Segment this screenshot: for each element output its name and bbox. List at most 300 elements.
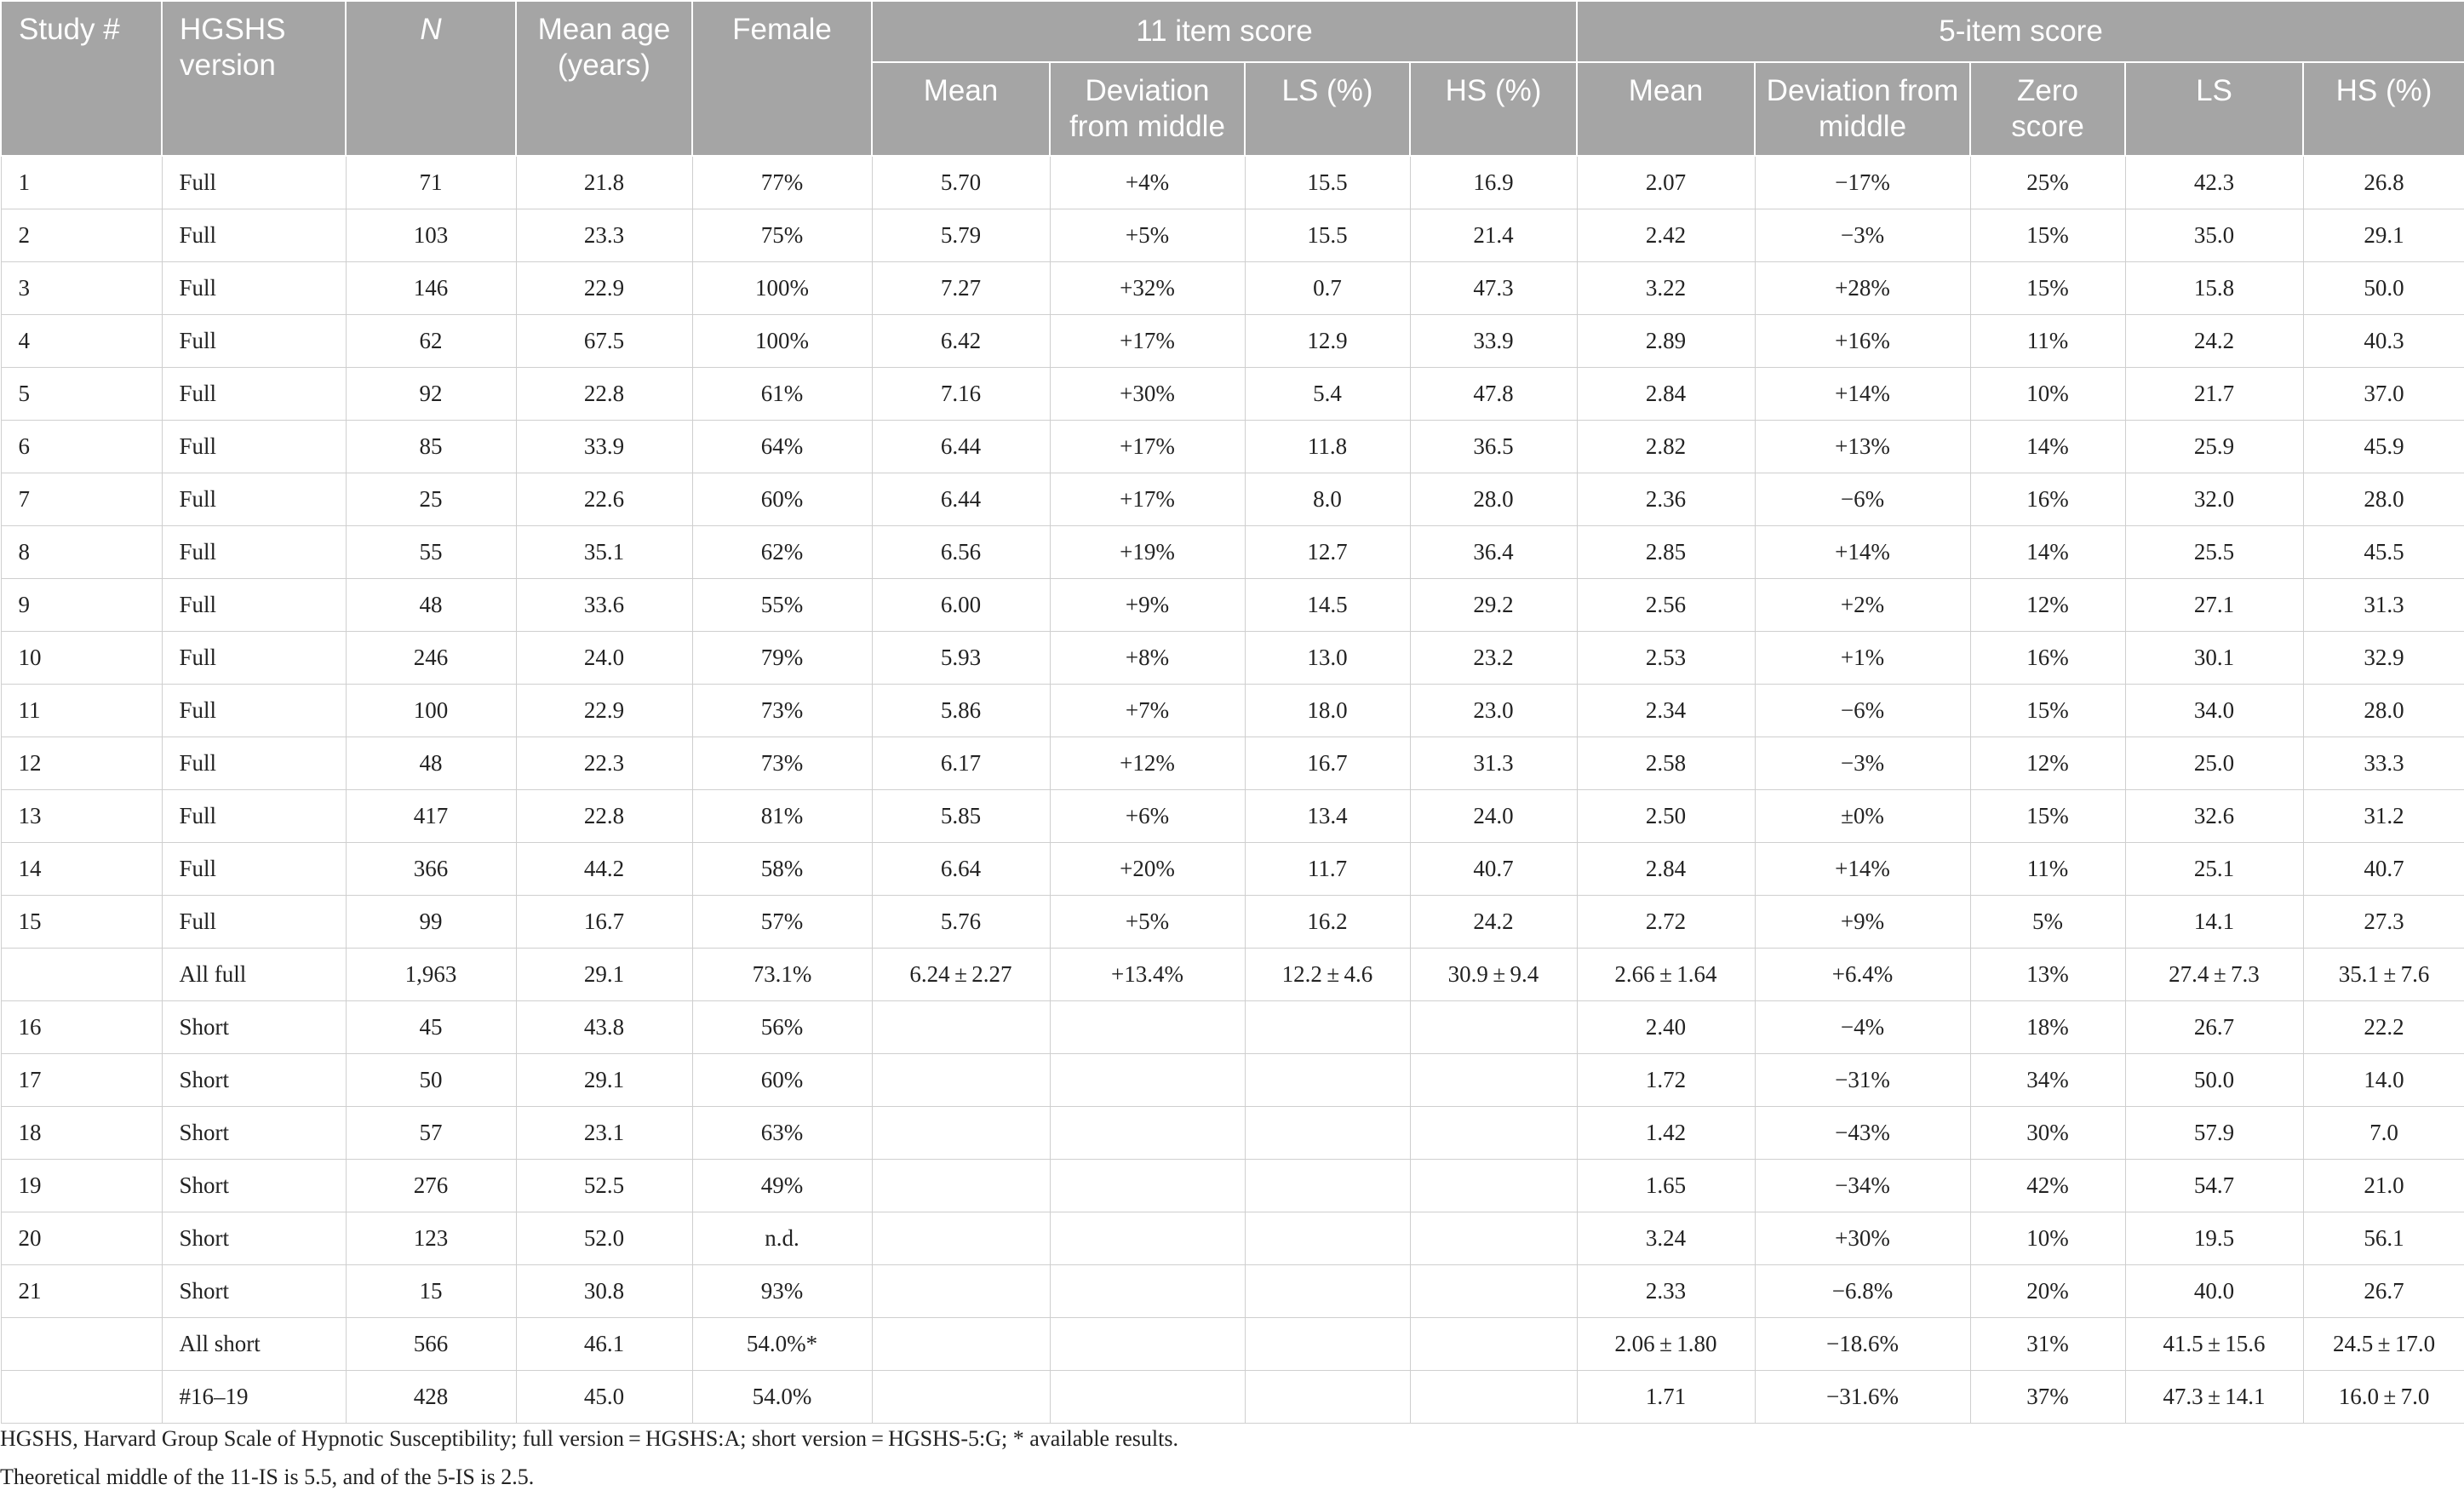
- header-study: Study #: [1, 1, 162, 156]
- cell-n: 55: [346, 525, 516, 578]
- cell-5-mean: 2.56: [1577, 578, 1755, 631]
- cell-5-deviation: −6%: [1755, 473, 1970, 525]
- cell-5-mean: 3.24: [1577, 1212, 1755, 1264]
- cell-5-ls: 21.7: [2125, 367, 2303, 420]
- cell-5-hs: 28.0: [2303, 473, 2464, 525]
- cell-5-hs: 14.0: [2303, 1053, 2464, 1106]
- cell-n: 276: [346, 1159, 516, 1212]
- cell-5-mean: 2.58: [1577, 737, 1755, 789]
- header-row-top: [1, 1, 2464, 62]
- cell-11-deviation: [1050, 1106, 1245, 1159]
- cell-study: 15: [1, 895, 162, 948]
- table-row: [1, 1106, 2464, 1159]
- cell-5-hs: 35.1 ± 7.6: [2303, 948, 2464, 1000]
- cell-11-deviation: [1050, 1053, 1245, 1106]
- header-5-ls: LS: [2125, 62, 2303, 156]
- cell-5-mean: 2.40: [1577, 1000, 1755, 1053]
- header-group-5-item: 5-item score: [1577, 1, 2464, 62]
- cell-mean-age: 21.8: [516, 156, 692, 209]
- cell-mean-age: 29.1: [516, 1053, 692, 1106]
- cell-study: 20: [1, 1212, 162, 1264]
- cell-5-mean: 3.22: [1577, 261, 1755, 314]
- cell-11-hs: 28.0: [1410, 473, 1577, 525]
- cell-study: 18: [1, 1106, 162, 1159]
- cell-5-deviation: +9%: [1755, 895, 1970, 948]
- cell-n: 45: [346, 1000, 516, 1053]
- cell-study: 4: [1, 314, 162, 367]
- cell-5-deviation: −31.6%: [1755, 1370, 1970, 1423]
- cell-5-hs: 22.2: [2303, 1000, 2464, 1053]
- cell-study: 5: [1, 367, 162, 420]
- cell-female: 73%: [692, 684, 872, 737]
- cell-11-ls: [1245, 1317, 1410, 1370]
- cell-11-mean: [872, 1053, 1050, 1106]
- cell-mean-age: 30.8: [516, 1264, 692, 1317]
- cell-5-zero-score: 25%: [1970, 156, 2125, 209]
- cell-version: Full: [162, 209, 346, 261]
- cell-female: 77%: [692, 156, 872, 209]
- cell-11-ls: 12.9: [1245, 314, 1410, 367]
- header-11-mean: Mean: [872, 62, 1050, 156]
- cell-5-mean: 2.50: [1577, 789, 1755, 842]
- cell-11-hs: [1410, 1370, 1577, 1423]
- cell-11-mean: 5.85: [872, 789, 1050, 842]
- cell-5-mean: 2.72: [1577, 895, 1755, 948]
- table-footnotes: [0, 1419, 1178, 1496]
- cell-11-deviation: +4%: [1050, 156, 1245, 209]
- cell-5-ls: 35.0: [2125, 209, 2303, 261]
- cell-version: Full: [162, 314, 346, 367]
- cell-n: 428: [346, 1370, 516, 1423]
- cell-study: 1: [1, 156, 162, 209]
- cell-11-mean: 5.76: [872, 895, 1050, 948]
- cell-11-mean: 5.79: [872, 209, 1050, 261]
- cell-5-hs: 16.0 ± 7.0: [2303, 1370, 2464, 1423]
- cell-mean-age: 43.8: [516, 1000, 692, 1053]
- table-row: [1, 209, 2464, 261]
- cell-5-ls: 26.7: [2125, 1000, 2303, 1053]
- cell-5-deviation: −6%: [1755, 684, 1970, 737]
- cell-5-zero-score: 30%: [1970, 1106, 2125, 1159]
- cell-5-mean: 2.42: [1577, 209, 1755, 261]
- cell-5-mean: 2.34: [1577, 684, 1755, 737]
- cell-n: 71: [346, 156, 516, 209]
- cell-version: Full: [162, 789, 346, 842]
- cell-5-hs: 29.1: [2303, 209, 2464, 261]
- cell-n: 246: [346, 631, 516, 684]
- table-row: [1, 1317, 2464, 1370]
- cell-11-hs: [1410, 1106, 1577, 1159]
- cell-5-zero-score: 10%: [1970, 367, 2125, 420]
- cell-5-zero-score: 14%: [1970, 525, 2125, 578]
- cell-female: 64%: [692, 420, 872, 473]
- header-version: HGSHS version: [162, 1, 346, 156]
- cell-11-deviation: [1050, 1370, 1245, 1423]
- cell-11-ls: 12.2 ± 4.6: [1245, 948, 1410, 1000]
- cell-version: Short: [162, 1264, 346, 1317]
- cell-5-deviation: −34%: [1755, 1159, 1970, 1212]
- cell-11-deviation: [1050, 1000, 1245, 1053]
- cell-5-zero-score: 12%: [1970, 578, 2125, 631]
- cell-mean-age: 16.7: [516, 895, 692, 948]
- header-n: N: [346, 1, 516, 156]
- cell-5-mean: 2.06 ± 1.80: [1577, 1317, 1755, 1370]
- cell-female: 55%: [692, 578, 872, 631]
- cell-female: 79%: [692, 631, 872, 684]
- cell-female: 58%: [692, 842, 872, 895]
- cell-5-hs: 33.3: [2303, 737, 2464, 789]
- cell-5-mean: 1.71: [1577, 1370, 1755, 1423]
- cell-version: Full: [162, 156, 346, 209]
- cell-11-ls: [1245, 1053, 1410, 1106]
- cell-5-zero-score: 20%: [1970, 1264, 2125, 1317]
- cell-11-ls: [1245, 1264, 1410, 1317]
- cell-5-ls: 14.1: [2125, 895, 2303, 948]
- cell-5-deviation: −6.8%: [1755, 1264, 1970, 1317]
- cell-11-deviation: +5%: [1050, 209, 1245, 261]
- cell-11-mean: 5.70: [872, 156, 1050, 209]
- header-5-zero-score: Zero score: [1970, 62, 2125, 156]
- cell-5-ls: 24.2: [2125, 314, 2303, 367]
- cell-5-zero-score: 14%: [1970, 420, 2125, 473]
- table-row: [1, 842, 2464, 895]
- table-row: [1, 1212, 2464, 1264]
- cell-5-ls: 25.1: [2125, 842, 2303, 895]
- cell-11-deviation: +20%: [1050, 842, 1245, 895]
- cell-female: 49%: [692, 1159, 872, 1212]
- cell-11-hs: 16.9: [1410, 156, 1577, 209]
- cell-11-hs: [1410, 1212, 1577, 1264]
- cell-version: Full: [162, 473, 346, 525]
- cell-11-ls: 15.5: [1245, 209, 1410, 261]
- cell-5-hs: 56.1: [2303, 1212, 2464, 1264]
- cell-11-ls: 11.8: [1245, 420, 1410, 473]
- cell-5-hs: 7.0: [2303, 1106, 2464, 1159]
- cell-5-deviation: +1%: [1755, 631, 1970, 684]
- cell-n: 1,963: [346, 948, 516, 1000]
- cell-study: 21: [1, 1264, 162, 1317]
- cell-mean-age: 45.0: [516, 1370, 692, 1423]
- cell-5-hs: 31.2: [2303, 789, 2464, 842]
- cell-11-ls: [1245, 1370, 1410, 1423]
- cell-11-hs: 36.4: [1410, 525, 1577, 578]
- table-row: [1, 789, 2464, 842]
- cell-11-hs: 23.2: [1410, 631, 1577, 684]
- table-row: [1, 631, 2464, 684]
- cell-5-zero-score: 5%: [1970, 895, 2125, 948]
- cell-female: 60%: [692, 473, 872, 525]
- cell-11-ls: [1245, 1212, 1410, 1264]
- cell-11-hs: 47.3: [1410, 261, 1577, 314]
- cell-11-deviation: [1050, 1159, 1245, 1212]
- cell-version: Full: [162, 525, 346, 578]
- cell-mean-age: 22.3: [516, 737, 692, 789]
- cell-11-ls: 16.7: [1245, 737, 1410, 789]
- cell-11-mean: [872, 1159, 1050, 1212]
- cell-5-mean: 2.84: [1577, 842, 1755, 895]
- cell-11-hs: [1410, 1159, 1577, 1212]
- header-11-hs: HS (%): [1410, 62, 1577, 156]
- cell-version: #16–19: [162, 1370, 346, 1423]
- cell-5-mean: 2.84: [1577, 367, 1755, 420]
- cell-11-ls: 12.7: [1245, 525, 1410, 578]
- cell-11-hs: 36.5: [1410, 420, 1577, 473]
- header-11-ls: LS (%): [1245, 62, 1410, 156]
- cell-11-deviation: +8%: [1050, 631, 1245, 684]
- cell-study: 17: [1, 1053, 162, 1106]
- cell-11-mean: 7.27: [872, 261, 1050, 314]
- cell-n: 103: [346, 209, 516, 261]
- cell-5-deviation: −3%: [1755, 737, 1970, 789]
- cell-female: 54.0%: [692, 1370, 872, 1423]
- cell-11-deviation: +32%: [1050, 261, 1245, 314]
- cell-11-hs: [1410, 1264, 1577, 1317]
- cell-n: 85: [346, 420, 516, 473]
- cell-5-deviation: +13%: [1755, 420, 1970, 473]
- cell-11-hs: 33.9: [1410, 314, 1577, 367]
- cell-5-zero-score: 12%: [1970, 737, 2125, 789]
- header-5-hs: HS (%): [2303, 62, 2464, 156]
- cell-n: 99: [346, 895, 516, 948]
- cell-5-zero-score: 16%: [1970, 473, 2125, 525]
- cell-11-ls: 14.5: [1245, 578, 1410, 631]
- cell-mean-age: 24.0: [516, 631, 692, 684]
- cell-5-ls: 34.0: [2125, 684, 2303, 737]
- cell-5-ls: 47.3 ± 14.1: [2125, 1370, 2303, 1423]
- cell-11-mean: [872, 1106, 1050, 1159]
- cell-5-ls: 32.6: [2125, 789, 2303, 842]
- table-row: [1, 261, 2464, 314]
- cell-5-ls: 50.0: [2125, 1053, 2303, 1106]
- cell-female: 73.1%: [692, 948, 872, 1000]
- cell-n: 50: [346, 1053, 516, 1106]
- cell-version: Full: [162, 367, 346, 420]
- cell-version: Full: [162, 631, 346, 684]
- cell-5-mean: 2.36: [1577, 473, 1755, 525]
- cell-11-mean: 6.44: [872, 473, 1050, 525]
- cell-11-ls: [1245, 1106, 1410, 1159]
- cell-n: 15: [346, 1264, 516, 1317]
- cell-11-deviation: [1050, 1264, 1245, 1317]
- cell-11-ls: 13.0: [1245, 631, 1410, 684]
- header-female: Female: [692, 1, 872, 156]
- cell-study: [1, 948, 162, 1000]
- cell-5-zero-score: 10%: [1970, 1212, 2125, 1264]
- table-row: [1, 737, 2464, 789]
- cell-mean-age: 33.9: [516, 420, 692, 473]
- cell-study: 3: [1, 261, 162, 314]
- cell-5-mean: 2.07: [1577, 156, 1755, 209]
- cell-11-ls: [1245, 1159, 1410, 1212]
- cell-5-hs: 45.5: [2303, 525, 2464, 578]
- cell-11-hs: 23.0: [1410, 684, 1577, 737]
- cell-11-ls: 11.7: [1245, 842, 1410, 895]
- cell-5-ls: 40.0: [2125, 1264, 2303, 1317]
- cell-n: 92: [346, 367, 516, 420]
- cell-female: 54.0%*: [692, 1317, 872, 1370]
- cell-study: 6: [1, 420, 162, 473]
- cell-5-ls: 54.7: [2125, 1159, 2303, 1212]
- cell-11-mean: [872, 1264, 1050, 1317]
- cell-n: 57: [346, 1106, 516, 1159]
- cell-11-mean: 6.56: [872, 525, 1050, 578]
- header-group-11-item: 11 item score: [872, 1, 1577, 62]
- cell-study: 7: [1, 473, 162, 525]
- cell-11-ls: 8.0: [1245, 473, 1410, 525]
- cell-11-ls: 18.0: [1245, 684, 1410, 737]
- cell-version: All full: [162, 948, 346, 1000]
- cell-n: 146: [346, 261, 516, 314]
- cell-mean-age: 44.2: [516, 842, 692, 895]
- cell-11-deviation: [1050, 1317, 1245, 1370]
- cell-5-deviation: −17%: [1755, 156, 1970, 209]
- cell-n: 566: [346, 1317, 516, 1370]
- cell-n: 366: [346, 842, 516, 895]
- cell-5-mean: 1.65: [1577, 1159, 1755, 1212]
- cell-11-mean: [872, 1317, 1050, 1370]
- cell-study: 19: [1, 1159, 162, 1212]
- cell-5-hs: 26.8: [2303, 156, 2464, 209]
- cell-study: 10: [1, 631, 162, 684]
- cell-n: 48: [346, 737, 516, 789]
- cell-11-hs: 29.2: [1410, 578, 1577, 631]
- cell-11-deviation: +7%: [1050, 684, 1245, 737]
- table-row: [1, 525, 2464, 578]
- cell-5-hs: 32.9: [2303, 631, 2464, 684]
- cell-n: 25: [346, 473, 516, 525]
- cell-5-zero-score: 15%: [1970, 789, 2125, 842]
- table-row: [1, 420, 2464, 473]
- cell-version: Short: [162, 1159, 346, 1212]
- cell-5-mean: 2.33: [1577, 1264, 1755, 1317]
- cell-11-deviation: +9%: [1050, 578, 1245, 631]
- cell-11-hs: [1410, 1317, 1577, 1370]
- cell-female: n.d.: [692, 1212, 872, 1264]
- footnote-abbreviations: HGSHS, Harvard Group Scale of Hypnotic Susceptibility; full version = HGSHS:A; short version = HGSHS-5:G; * available results.: [0, 1426, 1178, 1451]
- cell-5-hs: 26.7: [2303, 1264, 2464, 1317]
- table-row: [1, 156, 2464, 209]
- cell-mean-age: 33.6: [516, 578, 692, 631]
- cell-5-mean: 2.89: [1577, 314, 1755, 367]
- table-row: [1, 1053, 2464, 1106]
- cell-5-mean: 2.66 ± 1.64: [1577, 948, 1755, 1000]
- cell-5-deviation: +30%: [1755, 1212, 1970, 1264]
- cell-5-zero-score: 16%: [1970, 631, 2125, 684]
- cell-female: 73%: [692, 737, 872, 789]
- table-row: [1, 895, 2464, 948]
- cell-5-ls: 25.0: [2125, 737, 2303, 789]
- cell-5-mean: 2.85: [1577, 525, 1755, 578]
- cell-version: Full: [162, 578, 346, 631]
- cell-version: All short: [162, 1317, 346, 1370]
- cell-n: 48: [346, 578, 516, 631]
- cell-study: 9: [1, 578, 162, 631]
- cell-mean-age: 52.5: [516, 1159, 692, 1212]
- cell-11-deviation: +30%: [1050, 367, 1245, 420]
- cell-11-deviation: +5%: [1050, 895, 1245, 948]
- table-row: [1, 1370, 2464, 1423]
- cell-5-hs: 24.5 ± 17.0: [2303, 1317, 2464, 1370]
- cell-5-deviation: −18.6%: [1755, 1317, 1970, 1370]
- cell-mean-age: 22.8: [516, 789, 692, 842]
- cell-mean-age: 22.9: [516, 684, 692, 737]
- cell-11-mean: [872, 1370, 1050, 1423]
- cell-11-mean: 5.86: [872, 684, 1050, 737]
- table-row: [1, 367, 2464, 420]
- cell-version: Full: [162, 684, 346, 737]
- cell-11-mean: 6.24 ± 2.27: [872, 948, 1050, 1000]
- cell-11-hs: [1410, 1053, 1577, 1106]
- cell-study: 8: [1, 525, 162, 578]
- cell-5-zero-score: 11%: [1970, 314, 2125, 367]
- cell-n: 100: [346, 684, 516, 737]
- cell-female: 57%: [692, 895, 872, 948]
- cell-5-deviation: −43%: [1755, 1106, 1970, 1159]
- cell-mean-age: 23.3: [516, 209, 692, 261]
- cell-study: 13: [1, 789, 162, 842]
- cell-female: 60%: [692, 1053, 872, 1106]
- cell-version: Full: [162, 420, 346, 473]
- cell-mean-age: 46.1: [516, 1317, 692, 1370]
- cell-5-mean: 2.53: [1577, 631, 1755, 684]
- cell-11-deviation: [1050, 1212, 1245, 1264]
- cell-5-hs: 45.9: [2303, 420, 2464, 473]
- cell-mean-age: 29.1: [516, 948, 692, 1000]
- cell-5-deviation: +2%: [1755, 578, 1970, 631]
- cell-5-mean: 1.72: [1577, 1053, 1755, 1106]
- cell-11-mean: 7.16: [872, 367, 1050, 420]
- cell-11-deviation: +13.4%: [1050, 948, 1245, 1000]
- cell-5-deviation: +14%: [1755, 525, 1970, 578]
- cell-5-hs: 37.0: [2303, 367, 2464, 420]
- cell-5-deviation: +6.4%: [1755, 948, 1970, 1000]
- cell-mean-age: 67.5: [516, 314, 692, 367]
- cell-11-deviation: +6%: [1050, 789, 1245, 842]
- cell-11-ls: [1245, 1000, 1410, 1053]
- cell-11-mean: [872, 1000, 1050, 1053]
- cell-5-hs: 40.3: [2303, 314, 2464, 367]
- cell-11-deviation: +12%: [1050, 737, 1245, 789]
- cell-mean-age: 22.9: [516, 261, 692, 314]
- header-mean-age: Mean age (years): [516, 1, 692, 156]
- cell-5-mean: 2.82: [1577, 420, 1755, 473]
- cell-5-ls: 42.3: [2125, 156, 2303, 209]
- cell-5-zero-score: 18%: [1970, 1000, 2125, 1053]
- cell-5-zero-score: 15%: [1970, 209, 2125, 261]
- cell-female: 93%: [692, 1264, 872, 1317]
- table-body: [1, 156, 2464, 1423]
- table-row: [1, 1264, 2464, 1317]
- cell-n: 62: [346, 314, 516, 367]
- cell-5-ls: 41.5 ± 15.6: [2125, 1317, 2303, 1370]
- cell-5-hs: 21.0: [2303, 1159, 2464, 1212]
- cell-5-deviation: +14%: [1755, 842, 1970, 895]
- cell-5-deviation: +14%: [1755, 367, 1970, 420]
- cell-study: 14: [1, 842, 162, 895]
- cell-11-mean: 6.42: [872, 314, 1050, 367]
- cell-mean-age: 35.1: [516, 525, 692, 578]
- cell-5-zero-score: 13%: [1970, 948, 2125, 1000]
- cell-female: 63%: [692, 1106, 872, 1159]
- cell-study: [1, 1317, 162, 1370]
- cell-11-hs: 40.7: [1410, 842, 1577, 895]
- cell-female: 62%: [692, 525, 872, 578]
- cell-5-ls: 27.1: [2125, 578, 2303, 631]
- cell-female: 56%: [692, 1000, 872, 1053]
- cell-11-hs: 47.8: [1410, 367, 1577, 420]
- cell-version: Full: [162, 737, 346, 789]
- cell-5-ls: 25.5: [2125, 525, 2303, 578]
